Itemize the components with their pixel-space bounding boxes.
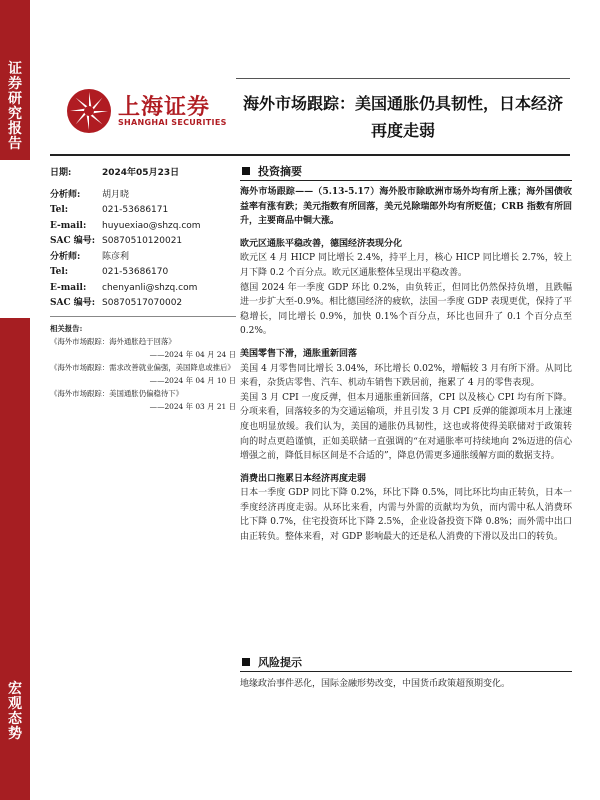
report-type-label: 证券研究报告 — [0, 62, 30, 152]
summary-heading-text: 投资摘要 — [258, 165, 302, 178]
related-report-title[interactable]: 《海外市场跟踪：海外通胀趋于回落》 — [50, 337, 176, 346]
header-divider — [50, 154, 570, 156]
logo-emblem-icon — [66, 88, 112, 134]
section-paragraph: 美国 4 月零售同比增长 3.04%，环比增长 0.02%，增幅较 3 月有所下滑。从同比来看，杂货店零售、汽车、机动车销售下跌居前，拖累了 4 月的零售表现。 — [240, 363, 572, 389]
analyst-tel-row — [50, 265, 230, 281]
summary-divider — [240, 180, 572, 181]
analyst-name-row — [50, 188, 230, 204]
analyst-sac: S0870517070002 — [102, 298, 183, 308]
related-reports — [50, 322, 236, 413]
section-heading: 消费出口拖累日本经济再度走弱 — [240, 473, 367, 484]
author-info — [50, 166, 230, 312]
section-bullet-icon — [242, 167, 250, 175]
logo-english-name: SHANGHAI SECURITIES — [118, 118, 227, 127]
risk-text: 地缘政治事件恶化，国际金融形势改变，中国货币政策超预期变化。 — [240, 679, 511, 689]
section-paragraph: 美国 3 月 CPI 一度反弹，但本月通胀重新回落，CPI 以及核心 CPI 均有所下降。分项来看，回落较多的为交通运输项，并且引发 3 月 CPI 反弹的能源项本月上涨速度也明显放缓。我们认为，美国的通胀仍具韧性，这也或将使得美联储对于政策转向的时点更趋谨慎，正如美联储一直强调的“在对通胀率可持续地向 2%迈进的信心增强之前，降低目标区间是不合适的”，降息仍需更多通胀缓解方面的数据支持。 — [240, 392, 572, 462]
risk-heading-text: 风险提示 — [258, 656, 302, 669]
analyst-name-row — [50, 250, 230, 266]
section-heading: 欧元区通胀平稳改善，德国经济表现分化 — [240, 238, 403, 249]
analyst-sac: S0870510120021 — [102, 236, 183, 246]
analyst-sac-row — [50, 234, 230, 250]
related-report-date: ——2024 年 04 月 24 日 — [149, 350, 236, 359]
analyst-tel-row — [50, 203, 230, 219]
date-label: 日期: — [50, 168, 72, 178]
logo-chinese-name: 上海证券 — [118, 95, 211, 120]
section-paragraph: 欧元区 4 月 HICP 同比增长 2.4%，持平上月，核心 HICP 同比增长 2.7%，较上月下降 0.2 个百分点。欧元区通胀整体呈现出平稳改善。 — [240, 253, 572, 278]
summary-intro: 海外市场跟踪——（5.13-5.17）海外股市除欧洲市场外均有所上涨；海外国债收益率有涨有跌；美元指数有所回落，美元兑除瑞郎外均有所贬值；CRB 指数有所回升，主要商品中铜大涨。 — [240, 187, 572, 227]
related-report-title[interactable]: 《海外市场跟踪：美国通胀仍偏稳待下》 — [50, 389, 184, 398]
related-report-title[interactable]: 《海外市场跟踪：需求改善就业偏强，美国降息或推后》 — [50, 363, 235, 372]
report-title: 海外市场跟踪：美国通胀仍具韧性，日本经济再度走弱 — [242, 94, 563, 140]
side-strip-bottom — [0, 318, 30, 800]
summary-body — [240, 185, 572, 545]
related-heading: 相关报告: — [50, 324, 83, 333]
tel-label: Tel: — [50, 267, 69, 277]
analyst-email[interactable]: chenyanli@shzq.com — [102, 282, 198, 293]
company-logo — [66, 88, 226, 136]
risk-body — [240, 677, 572, 692]
section-paragraph: 日本一季度 GDP 同比下降 0.2%，环比下降 0.5%，同比环比均由正转负，日本一季度经济再度走弱。从环比来看，内需与外需的贡献均为负，而内需中私人消费环比下降 0.7%，住宅投资环比下降 2.5%，企业设备投资下降 0.8%；而外需中出口由正转负。整体来看，对 GDP 影响最大的还是私人消费的下滑以及出口的转负。 — [240, 488, 572, 543]
section-heading: 美国零售下滑，通胀重新回落 — [240, 348, 358, 359]
sac-label: SAC 编号: — [50, 236, 96, 246]
analyst-sac-row — [50, 296, 230, 312]
analyst-tel: 021-53686170 — [102, 267, 169, 277]
analyst-email-row — [50, 219, 230, 235]
analyst-email[interactable]: huyuexiao@shzq.com — [102, 220, 201, 231]
risk-heading — [240, 654, 572, 670]
category-label: 宏观态势 — [8, 681, 22, 742]
related-report-date: ——2024 年 03 月 21 日 — [149, 402, 236, 411]
analyst-tel: 021-53686171 — [102, 205, 169, 215]
title-divider — [236, 78, 570, 79]
analyst-name: 陈彦利 — [102, 251, 130, 262]
analyst-label: 分析师: — [50, 189, 81, 200]
email-label: E-mail: — [50, 220, 87, 231]
date-row — [50, 166, 230, 182]
section-bullet-icon — [242, 658, 250, 666]
analyst-label: 分析师: — [50, 251, 81, 262]
analyst-name: 胡月晓 — [102, 189, 130, 200]
analyst-email-row — [50, 281, 230, 297]
email-label: E-mail: — [50, 282, 87, 293]
related-report-date: ——2024 年 04 月 10 日 — [149, 376, 236, 385]
report-date: 2024年05月23日 — [102, 168, 180, 178]
section-paragraph: 德国 2024 年一季度 GDP 环比 0.2%，由负转正，但同比仍然保持负增，且跌幅进一步扩大至-0.9%。相比德国经济的疲软，法国一季度 GDP 表现更优，保持了平稳增长，同比增长 0.9%，加快 0.1%个百分点，环比也回升了 0.1 个百分点至 0.2%。 — [240, 282, 572, 337]
risk-divider — [240, 671, 572, 672]
sac-label: SAC 编号: — [50, 298, 96, 308]
summary-heading — [240, 163, 572, 179]
related-divider — [50, 316, 236, 317]
tel-label: Tel: — [50, 205, 69, 215]
